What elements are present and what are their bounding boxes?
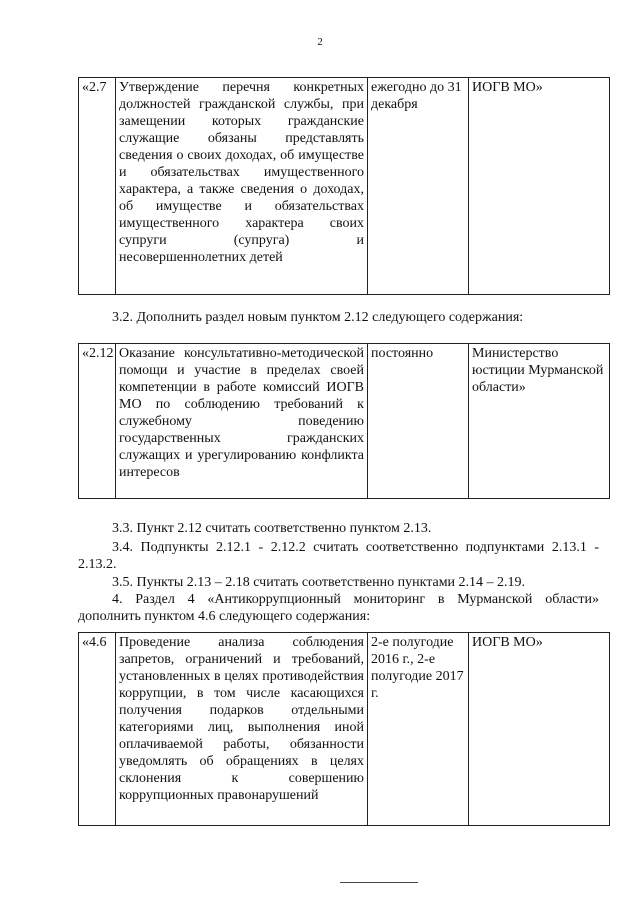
- item-number: «4.6: [79, 633, 116, 826]
- item-number: «2.7: [79, 78, 116, 295]
- item-term: постоянно: [368, 344, 469, 499]
- paragraph-3-3: 3.3. Пункт 2.12 считать соответственно пунктом 2.13.: [112, 521, 432, 536]
- item-description: Утверждение перечня конкретных должностей гражданской службы, при замещении которых гражданские служащие обязаны представлять сведения о своих доходах, об имуществе и обязательствах имущественного характера, а также сведения о доходах, об имуществе и обязательствах имущественного характера своих супруги (супруга) и несовершеннолетних детей: [116, 78, 368, 295]
- item-description: Оказание консультативно-методической помощи и участие в пределах своей компетенции в работе комиссий ИОГВ МО по соблюдению требований к служебному поведению государственных гражданских служащих и урегулированию конфликта интересов: [116, 344, 368, 499]
- paragraph-3-5: 3.5. Пункты 2.13 – 2.18 считать соответственно пунктами 2.14 – 2.19.: [112, 575, 526, 590]
- item-number: «2.12: [79, 344, 116, 499]
- item-term: ежегодно до 31 декабря: [368, 78, 469, 295]
- paragraph-3-4: 3.4. Подпункты 2.12.1 - 2.12.2 считать соответственно подпунктами 2.13.1 - 2.13.2.: [78, 540, 599, 572]
- item-description: Проведение анализа соблюдения запретов, ограничений и требований, установленных в целях противодействия коррупции, в том числе касающихся получения подарков отдельными категориями лиц, выполнения иной оплачиваемой работы, обязанности уведомлять об обращениях в целях склонения к совершению коррупционных правонарушений: [116, 633, 368, 826]
- item-responsible: Министерство юстиции Мурманской области»: [469, 344, 610, 499]
- page-number: 2: [317, 36, 323, 48]
- table-row: [79, 633, 610, 826]
- item-term: 2-е полугодие 2016 г., 2-е полугодие 2017 г.: [368, 633, 469, 826]
- item-responsible: ИОГВ МО»: [469, 633, 610, 826]
- footer-divider: [340, 882, 418, 883]
- paragraph-4: 4. Раздел 4 «Антикоррупционный мониторинг в Мурманской области» дополнить пунктом 4.6 следующего содержания:: [78, 592, 599, 624]
- table-row: [79, 78, 610, 295]
- table-row: [79, 344, 610, 499]
- item-responsible: ИОГВ МО»: [469, 78, 610, 295]
- measures-table-item-2-7: [78, 77, 610, 295]
- measures-table-item-2-12: [78, 343, 610, 499]
- measures-table-item-4-6: [78, 632, 610, 826]
- paragraph-3-2: 3.2. Дополнить раздел новым пунктом 2.12 следующего содержания:: [112, 310, 524, 325]
